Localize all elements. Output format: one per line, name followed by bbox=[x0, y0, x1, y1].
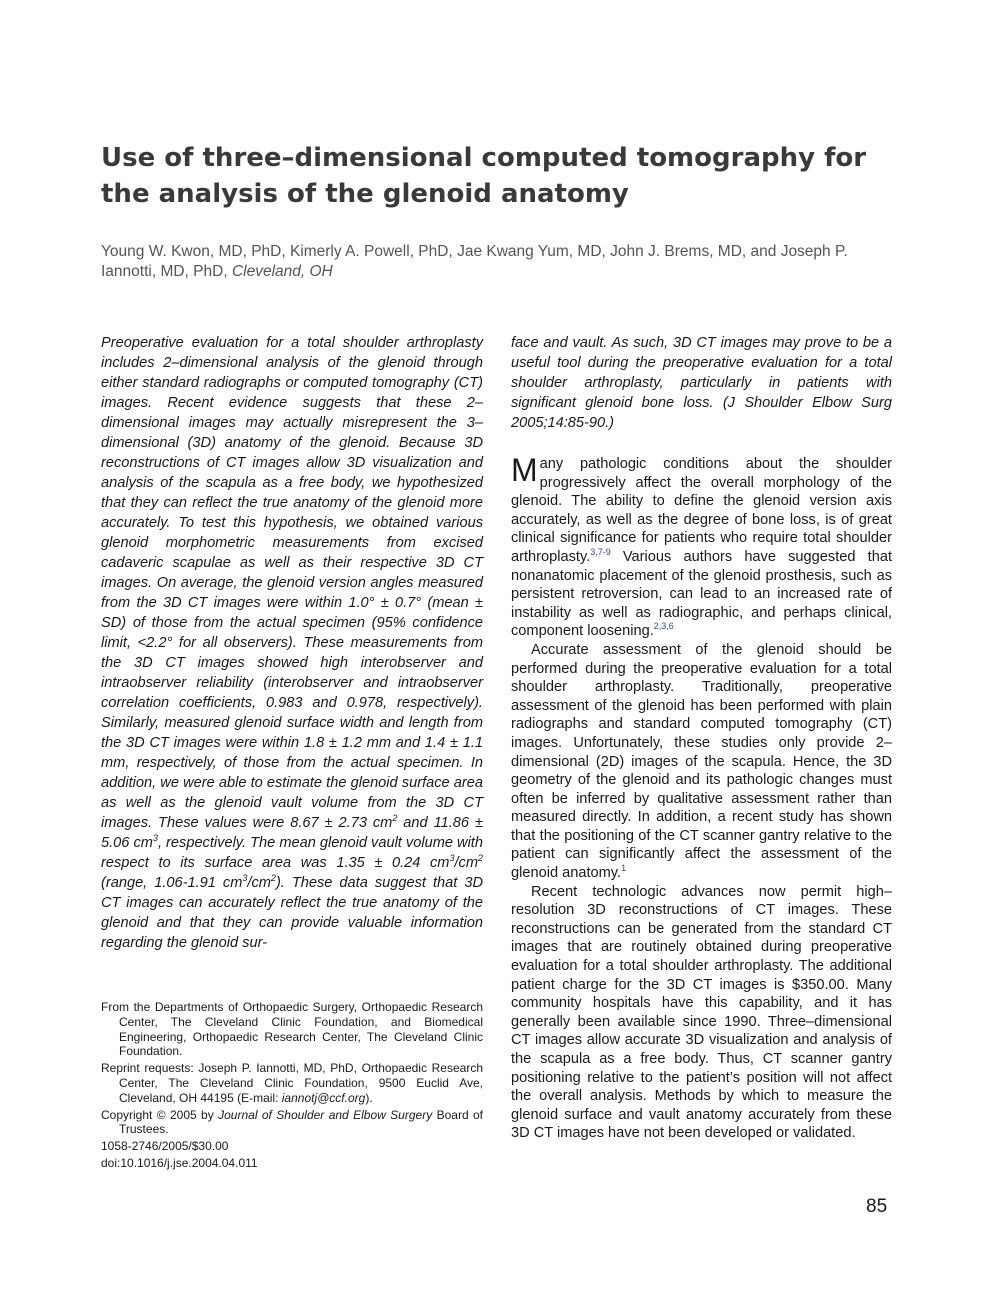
footnote-copyright bbox=[101, 1108, 483, 1138]
citation-ref[interactable]: 3,7-9 bbox=[590, 547, 611, 558]
superscript: 2 bbox=[270, 873, 276, 884]
copyright-suffix: Board of Trustees. bbox=[119, 1107, 484, 1137]
abstract-text-part: /cm bbox=[454, 855, 478, 871]
abstract-text-part: , respectively. The mean glenoid vault volume with respect to its surface area was 1.35 ± 0.24 cm bbox=[101, 835, 483, 871]
abstract-text-part: (range, 1.06-1.91 cm bbox=[101, 875, 243, 891]
abstract-paragraph bbox=[101, 333, 483, 953]
abstract-continuation: face and vault. As such, 3D CT images may prove to be a useful tool during the preoperative evaluation for a total shoulder arthroplasty, particularly in patients with significant glenoid bone loss. (J Shoulder Elbow Surg 2005;14:85-90.) bbox=[511, 335, 892, 431]
footnote-doi: doi:10.1016/j.jse.2004.04.011 bbox=[101, 1155, 258, 1170]
footnote-reprint bbox=[101, 1061, 483, 1105]
reprint-end: ). bbox=[365, 1090, 373, 1105]
superscript: 3 bbox=[242, 873, 248, 884]
abstract-text-part: Preoperative evaluation for a total shoulder arthroplasty includes 2–dimensional analysis of the glenoid through either standard radiographs or computed tomography (CT) images. Recent evidence suggests that these 2–dimensional images may actually misrepresent the 3–dimensional (3D) anatomy of the glenoid. Because 3D reconstructions of CT images allow 3D visualization and analysis of the scapula as a free body, we hypothesized that they can reflect the true anatomy of the glenoid more accurately. To test this hypothesis, we obtained various glenoid morphometric measurements from excised cadaveric scapulae as well as their respective 3D CT images. On average, the glenoid version angles measured from the 3D CT images were within 1.0° ± 0.7° (mean ± SD) of those from the actual specimen (95% confidence limit, <2.2° for all observers). These measurements from the 3D CT images showed high interobserver and intraobserver reliability (interobserver and intraobserver correlation coefficients, 0.983 and 0.978, respectively). Similarly, measured glenoid surface width and length from the 3D CT images were within 1.8 ± 1.2 mm and 1.4 ± 1.1 mm, respectively, of those from the actual specimen. In addition, we were able to estimate the glenoid surface area as well as the glenoid vault volume from the 3D CT images. These values were 8.67 ± 2.73 cm bbox=[101, 335, 483, 831]
reprint-email[interactable]: iannotj@ccf.org bbox=[281, 1090, 366, 1105]
citation-ref[interactable]: 1 bbox=[621, 863, 627, 874]
reprint-text: Reprint requests: Joseph P. Iannotti, MD, PhD, Orthopaedic Research Center, The Cleveland Clinic Foundation, 9500 Euclid Ave, Cleveland, OH 44195 (E-mail: bbox=[101, 1061, 483, 1105]
authors-names: Young W. Kwon, MD, PhD, Kimerly A. Powell, PhD, Jae Kwang Yum, MD, John J. Brems, MD, and Joseph P. Iannotti, MD, PhD, bbox=[101, 243, 848, 280]
author-list bbox=[101, 242, 901, 282]
body-paragraph-3: Recent technologic advances now permit high–resolution 3D reconstructions of CT images. These reconstructions can be generated from the standard CT images that are routinely obtained during preoperative evaluation for a total shoulder arthroplasty. The additional patient charge for the 3D CT images is $350.00. Many community hospitals have this capability, and it has generally been available since 1990. Three–dimensional CT images allow accurate 3D visualization and analysis of the scapula as a free body. Thus, CT scanner gantry positioning relative to the patient’s position will not affect the overall analysis. Methods by which to measure the glenoid surface and vault anatomy accurately from these 3D CT images have not been developed or validated. bbox=[511, 883, 892, 1142]
article-title: Use of three–dimensional computed tomography for the analysis of the glenoid anatomy bbox=[101, 143, 867, 209]
footnote-issn: 1058-2746/2005/$30.00 bbox=[101, 1139, 229, 1154]
footnote-departments: From the Departments of Orthopaedic Surgery, Orthopaedic Research Center, The Cleveland Clinic Foundation, and Biomedical Engineering, Orthopaedic Research Center, The Cleveland Clinic Foundation. bbox=[101, 1000, 483, 1059]
superscript: 3 bbox=[152, 833, 158, 844]
copyright-prefix: Copyright © 2005 by bbox=[101, 1107, 219, 1122]
right-column bbox=[511, 333, 892, 1143]
body-text bbox=[511, 452, 892, 1143]
page-number: 85 bbox=[866, 1196, 888, 1217]
body-paragraph-1 bbox=[511, 452, 892, 641]
drop-cap: M bbox=[511, 452, 538, 488]
abstract-left bbox=[101, 333, 483, 953]
citation-ref[interactable]: 2,3,6 bbox=[653, 621, 674, 632]
abstract-text-part: ). These data suggest that 3D CT images can accurately reflect the true anatomy of the glenoid and that they can provide valuable information regarding the glenoid sur- bbox=[101, 875, 483, 951]
abstract-right bbox=[511, 333, 892, 433]
body-text-part: Various authors have suggested that nonanatomic placement of the glenoid prosthesis, such as persistent retroversion, can lead to an increased rate of instability as well as radiographic, and perhaps clinical, component loosening. bbox=[511, 548, 892, 640]
superscript: 3 bbox=[449, 853, 455, 864]
footnotes bbox=[101, 1000, 483, 1173]
abstract-text-part: and 11.86 ± 5.06 cm bbox=[101, 815, 483, 851]
superscript: 2 bbox=[477, 853, 483, 864]
abstract-text-part: /cm bbox=[247, 875, 271, 891]
journal-name: Journal of Shoulder and Elbow Surgery bbox=[218, 1107, 433, 1122]
superscript: 2 bbox=[392, 813, 398, 824]
left-column bbox=[101, 333, 483, 953]
body-text-part: Accurate assessment of the glenoid should be performed during the preoperative evaluation for a total shoulder arthroplasty. Traditionally, preoperative assessment of the glenoid has been performed with plain radiographs and standard computed tomography (CT) images. Unfortunately, these studies only provide 2–dimensional (2D) images of the scapula. Hence, the 3D geometry of the glenoid and its pathologic changes must often be inferred by qualitative assessment rather than measured directly. In addition, a recent study has shown that the positioning of the CT scanner gantry relative to the patient can significantly affect the assessment of the glenoid anatomy. bbox=[511, 641, 892, 882]
body-paragraph-2 bbox=[511, 641, 892, 883]
author-location: Cleveland, OH bbox=[231, 263, 333, 280]
body-text-part: any pathologic conditions about the shoulder progressively affect the overall morphology of the glenoid. The ability to define the glenoid version axis accurately, as well as the degree of bone loss, is of great clinical significance for patients who require total shoulder arthroplasty. bbox=[511, 456, 892, 565]
